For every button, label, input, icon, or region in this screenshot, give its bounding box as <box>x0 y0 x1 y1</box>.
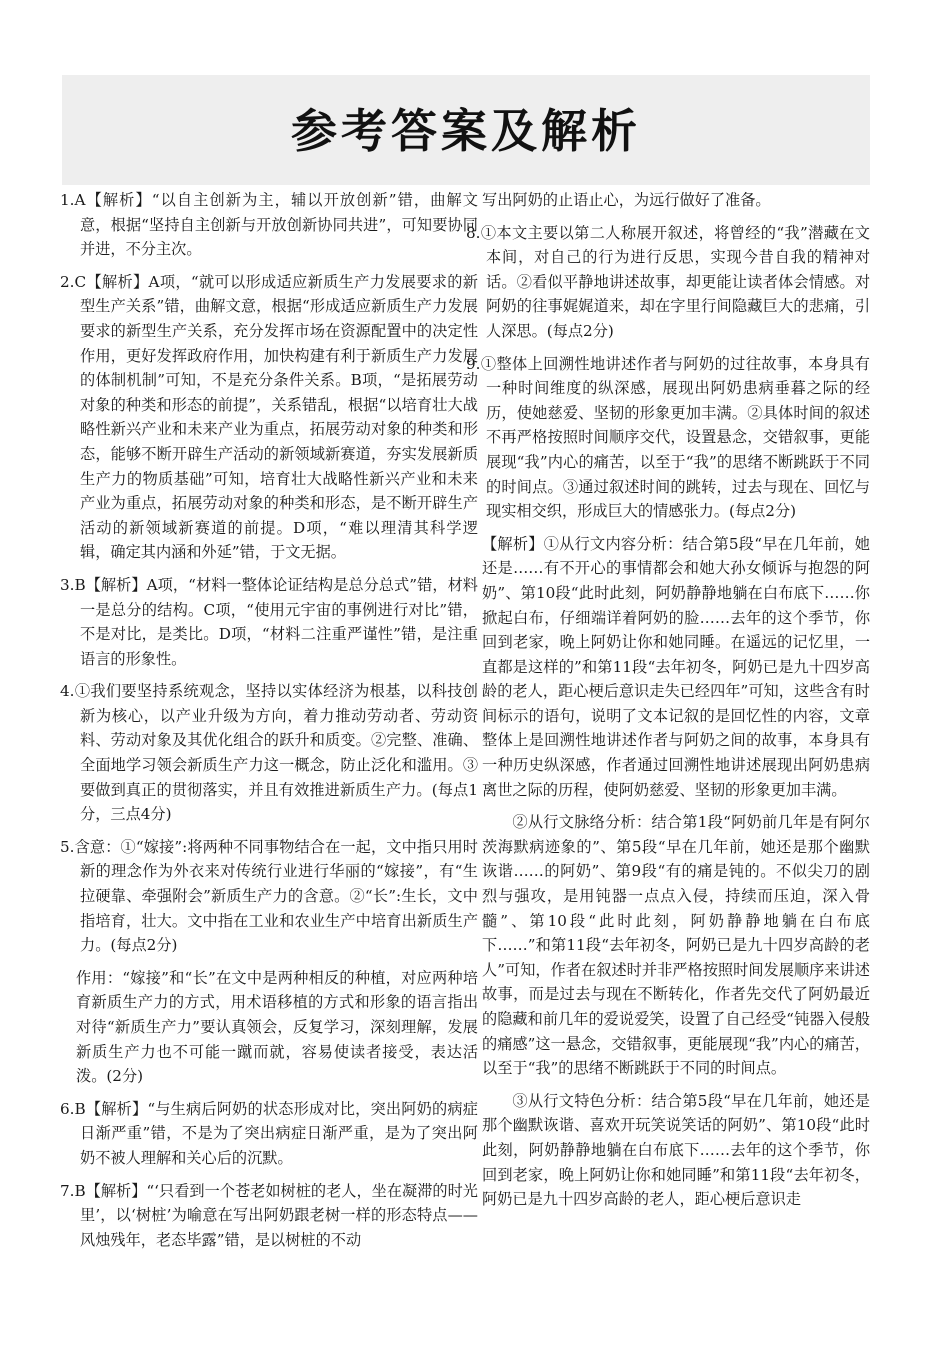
answer-7-continued: 写出阿奶的止语止心，为远行做好了准备。 <box>482 191 771 209</box>
answer-3: 3.B【解析】A项，“材料一整体论证结构是总分总式”错，材料一是总分的结构。C项，“使用元宇宙的事例进行对比”错，不是对比，是类比。D项，“材料二注重严谨性”错，是注重语言的形象性。 <box>60 575 478 668</box>
analysis-structure: ②从行文脉络分析：结合第1段“阿奶前几年是有阿尔茨海默病迹象的”、第5段“早在几年前，她还是那个幽默诙谐……的阿奶”、第9段“有的痛是钝的。不似尖刀的剧烈与强攻，是用钝器一点点入侵，持续而压迫，深入骨髓”、第10段“此时此刻，阿奶静静地躺在白布底下……”和第11段“去年初冬，阿奶已是九十四岁高龄的老人”可知，作者在叙述时并非严格按照时间发展顺序来讲述故事，而是过去与现在不断转化，作者先交代了阿奶最近的隐藏和前几年的爱说爱笑，设置了自己经受“钝器入侵般的痛感”这一悬念，交错叙事，更能展现“我”内心的痛苦，以至于“我”的思绪不断跳跃于不同的时间点。 <box>482 813 870 1078</box>
answer-6: 6.B【解析】“与生病后阿奶的状态形成对比，突出阿奶的病症日渐严重”错，不是为了突出病症日渐严重，是为了突出阿奶不被人理解和关心后的沉默。 <box>60 1099 478 1167</box>
answer-5-function: 作用：“嫁接”和“长”在文中是两种相反的种植，对应两种培育新质生产力的方式，用术语移植的方式和形象的语言指出对待“新质生产力”要认真领会，反复学习，深刻理解，发展新质生产力也不可能一蹴而就，容易使读者接受，表达活泼。(2分) <box>76 968 478 1086</box>
right-column <box>466 188 870 1220</box>
analysis-content: 【解析】①从行文内容分析：结合第5段“早在几年前，她还是……有不开心的事情都会和她大孙女倾诉与抱怨的阿奶”、第10段“此时此刻，阿奶静静地躺在白布底下……你掀起白布，仔细端详着阿奶的脸……去年的这个季节，你回到老家，晚上阿奶让你和她同睡。在遥远的记忆里，一直都是这样的”和第11段“去年初冬，阿奶已是九十四岁高龄的老人，距心梗后意识走失已经四年”可知，这些含有时间标示的语句，说明了文本记叙的是回忆性的内容，文章整体上是回溯性地讲述作者与阿奶之间的故事，本身具有一种历史纵深感，作者通过回溯性地讲述展现出阿奶患病离世之际的历程，使阿奶慈爱、坚韧的形象更加丰满。 <box>482 534 870 799</box>
answer-5-meaning: 5.含意：①“嫁接”:将两种不同事物结合在一起，文中指只用时新的理念作为外衣来对传统行业进行华丽的“嫁接”，有“生拉硬靠、牵强附会”新质生产力的含意。②“长”:生长，文中指培育，壮大。文中指在工业和农业生产中培育出新质生产力。(每点2分) <box>60 837 478 955</box>
answer-4: 4.①我们要坚持系统观念，坚持以实体经济为根基，以科技创新为核心，以产业升级为方向，着力推动劳动者、劳动资料、劳动对象及其优化组合的跃升和质变。②完整、准确、全面地学习领会新质生产力这一概念，防止泛化和滥用。③要做到真正的贯彻落实，并且有效推进新质生产力。(每点1分，三点4分) <box>60 682 478 824</box>
answer-2: 2.C【解析】A项，“就可以形成适应新质生产力发展要求的新型生产关系”错，曲解文意，根据“形成适应新质生产力发展要求的新型生产关系，充分发挥市场在资源配置中的决定性作用，更好发挥政府作用，加快构建有利于新质生产力发展的体制机制”可知，不是充分条件关系。B项，“是拓展劳动对象的种类和形态的前提”，关系错乱，根据“以培育壮大战略性新兴产业和未来产业为重点，拓展劳动对象的种类和形态，能够不断开辟生产活动的新领域新赛道，夯实发展新质生产力的物质基础”可知，培育壮大战略性新兴产业和未来产业为重点，拓展劳动对象的种类和形态，是不断开辟生产活动的新领域新赛道的前提。D项，“难以理清其科学逻辑，确定其内涵和外延”错，于文无据。 <box>60 272 478 562</box>
answer-1: 1.A【解析】“以自主创新为主，辅以开放创新”错，曲解文意，根据“坚持自主创新与开放创新协同共进”，可知要协同并进，不分主次。 <box>60 191 478 259</box>
answer-9: 9.①整体上回溯性地讲述作者与阿奶的过往故事，本身具有一种时间维度的纵深感，展现出阿奶患病垂暮之际的经历，使她慈爱、坚韧的形象更加丰满。②具体时间的叙述不再严格按照时间顺序交代，设置悬念，交错叙事，更能展现“我”内心的痛苦，以至于“我”的思绪不断跳跃于不同的时间点。③通过叙述时间的跳转，过去与现在、回忆与现实相交织，形成巨大的情感张力。(每点2分) <box>466 354 870 521</box>
title-banner <box>62 75 870 185</box>
page-title: 参考答案及解析 <box>291 104 641 158</box>
answer-8: 8.①本文主要以第二人称展开叙述，将曾经的“我”潜藏在文本间，对自己的行为进行反思，实现今昔自我的精神对话。②看似平静地讲述故事，却更能让读者体会情感。对阿奶的往事娓娓道来，却在字里行间隐藏巨大的悲痛，引人深思。(每点2分) <box>466 223 870 340</box>
analysis-features: ③从行文特色分析：结合第5段“早在几年前，她还是那个幽默诙谐、喜欢开玩笑说笑话的阿奶”、第10段“此时此刻，阿奶静静地躺在白布底下……去年的这个季节，你回到老家，晚上阿奶让你和她同睡”和第11段“去年初冬，阿奶已是九十四岁高龄的老人，距心梗后意识走 <box>482 1091 870 1209</box>
left-column <box>60 188 478 1260</box>
answer-7: 7.B【解析】“‘只看到一个苍老如树桩的老人，坐在凝滞的时光里’，以‘树桩’为喻意在写出阿奶跟老树一样的形态特点——风烛残年，老态毕露”错，是以树桩的不动 <box>60 1181 478 1249</box>
